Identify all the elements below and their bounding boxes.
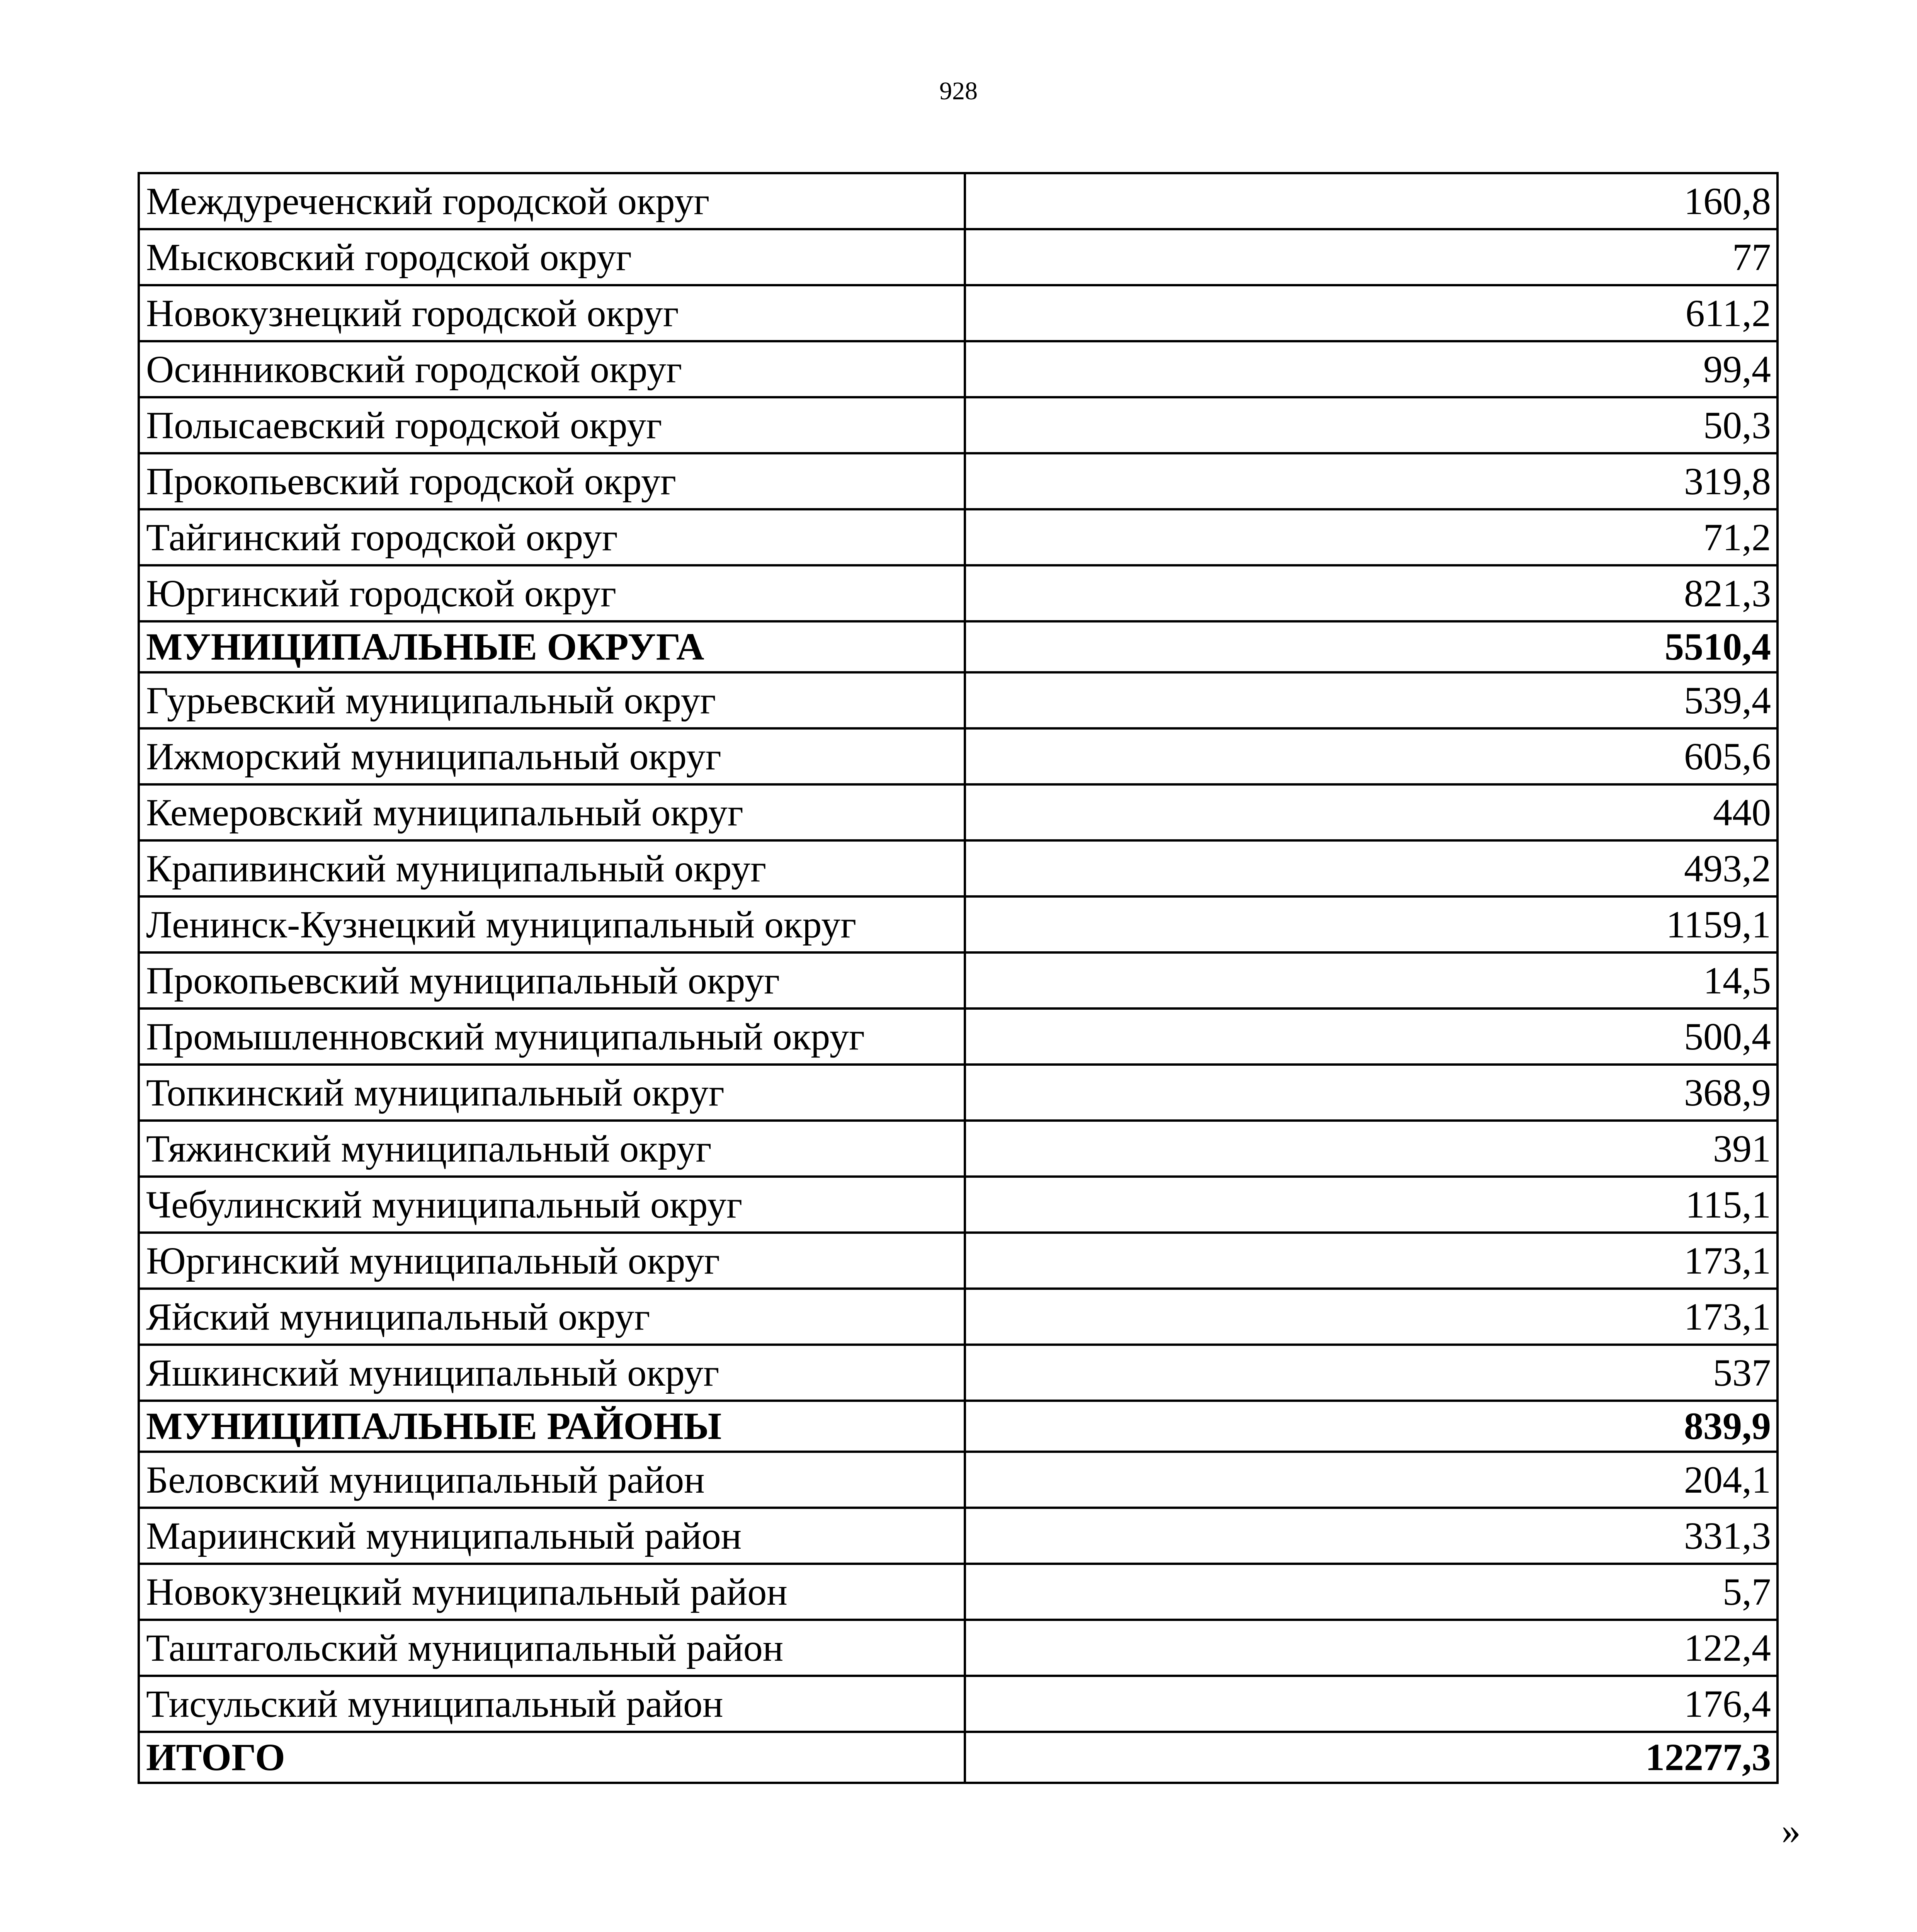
row-name: Прокопьевский муниципальный округ [139,952,965,1009]
table-row [139,1345,1778,1401]
row-value: 319,8 [965,453,1778,509]
row-value: 5,7 [965,1564,1778,1620]
row-name: Прокопьевский городской округ [139,453,965,509]
table-body [139,173,1778,1783]
table-row [139,397,1778,453]
table-row [139,1121,1778,1177]
row-name: Междуреченский городской округ [139,173,965,229]
row-value: 1159,1 [965,896,1778,952]
row-name: Яшкинский муниципальный округ [139,1345,965,1401]
row-value: 5510,4 [965,621,1778,672]
row-value: 331,3 [965,1508,1778,1564]
row-name: Кемеровский муниципальный округ [139,784,965,840]
table-row [139,1233,1778,1289]
row-name: Яйский муниципальный округ [139,1289,965,1345]
row-name: Чебулинский муниципальный округ [139,1177,965,1233]
row-value: 539,4 [965,672,1778,728]
row-value: 122,4 [965,1620,1778,1676]
allocation-table [138,172,1779,1784]
row-value: 12277,3 [965,1732,1778,1783]
row-value: 493,2 [965,840,1778,896]
table-row [139,341,1778,397]
table-row [139,1620,1778,1676]
table-row [139,1065,1778,1121]
row-value: 611,2 [965,285,1778,341]
row-value: 115,1 [965,1177,1778,1233]
table-row [139,1009,1778,1065]
row-name: Мысковский городской округ [139,229,965,285]
section-total-row [139,1401,1778,1452]
table-row [139,509,1778,565]
row-value: 500,4 [965,1009,1778,1065]
row-name: Юргинский муниципальный округ [139,1233,965,1289]
row-name: МУНИЦИПАЛЬНЫЕ РАЙОНЫ [139,1401,965,1452]
row-value: 173,1 [965,1289,1778,1345]
row-value: 440 [965,784,1778,840]
row-name: Тисульский муниципальный район [139,1676,965,1732]
row-name: Таштагольский муниципальный район [139,1620,965,1676]
table-row [139,229,1778,285]
table-row [139,285,1778,341]
row-value: 173,1 [965,1233,1778,1289]
row-name: Юргинский городской округ [139,565,965,621]
row-value: 50,3 [965,397,1778,453]
row-name: Топкинский муниципальный округ [139,1065,965,1121]
row-value: 176,4 [965,1676,1778,1732]
row-name: МУНИЦИПАЛЬНЫЕ ОКРУГА [139,621,965,672]
row-value: 77 [965,229,1778,285]
row-name: Гурьевский муниципальный округ [139,672,965,728]
row-value: 839,9 [965,1401,1778,1452]
row-name: Промышленновский муниципальный округ [139,1009,965,1065]
section-total-row [139,621,1778,672]
row-value: 71,2 [965,509,1778,565]
table-row [139,1508,1778,1564]
row-value: 160,8 [965,173,1778,229]
row-value: 605,6 [965,728,1778,784]
row-value: 821,3 [965,565,1778,621]
row-value: 391 [965,1121,1778,1177]
grand-total-row [139,1732,1778,1783]
table-row [139,1564,1778,1620]
table-row [139,952,1778,1009]
row-name: ИТОГО [139,1732,965,1783]
row-name: Новокузнецкий городской округ [139,285,965,341]
row-name: Беловский муниципальный район [139,1452,965,1508]
row-name: Новокузнецкий муниципальный район [139,1564,965,1620]
table-row [139,784,1778,840]
table-row [139,1289,1778,1345]
page-number: 928 [939,77,978,105]
row-name: Осинниковский городской округ [139,341,965,397]
table-row [139,896,1778,952]
table-row [139,672,1778,728]
row-name: Тайгинский городской округ [139,509,965,565]
row-value: 14,5 [965,952,1778,1009]
row-value: 368,9 [965,1065,1778,1121]
row-value: 204,1 [965,1452,1778,1508]
table-row [139,565,1778,621]
row-name: Тяжинский муниципальный округ [139,1121,965,1177]
table-row [139,453,1778,509]
table-row [139,728,1778,784]
row-name: Полысаевский городской округ [139,397,965,453]
closing-quote-mark: » [1781,1809,1801,1852]
table-row [139,840,1778,896]
row-value: 537 [965,1345,1778,1401]
table-row [139,1452,1778,1508]
table-row [139,173,1778,229]
row-name: Ленинск-Кузнецкий муниципальный округ [139,896,965,952]
table-row [139,1676,1778,1732]
table-row [139,1177,1778,1233]
row-name: Ижморский муниципальный округ [139,728,965,784]
row-name: Мариинский муниципальный район [139,1508,965,1564]
row-name: Крапивинский муниципальный округ [139,840,965,896]
row-value: 99,4 [965,341,1778,397]
